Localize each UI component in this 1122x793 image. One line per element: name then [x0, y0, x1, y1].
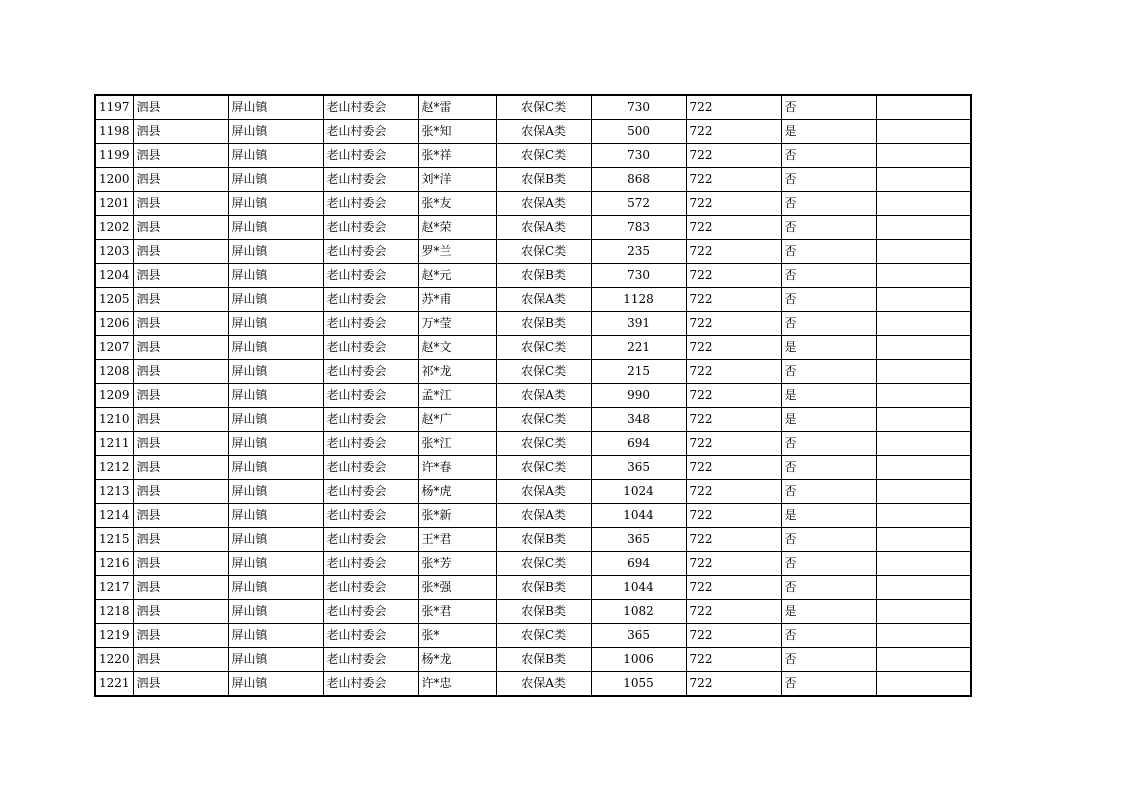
- cell-flag: 否: [781, 528, 876, 552]
- cell-name: 张*君: [418, 600, 496, 624]
- cell-standard: 722: [686, 192, 781, 216]
- cell-insurance-type: 农保C类: [496, 336, 591, 360]
- cell-row-number: 1201: [95, 192, 133, 216]
- cell-village-committee: 老山村委会: [323, 384, 418, 408]
- cell-standard: 722: [686, 288, 781, 312]
- cell-standard: 722: [686, 528, 781, 552]
- cell-standard: 722: [686, 168, 781, 192]
- cell-amount: 1055: [591, 672, 686, 697]
- cell-village-committee: 老山村委会: [323, 168, 418, 192]
- cell-town: 屏山镇: [228, 192, 323, 216]
- cell-row-number: 1215: [95, 528, 133, 552]
- cell-amount: 365: [591, 624, 686, 648]
- cell-remark: [876, 288, 971, 312]
- cell-remark: [876, 408, 971, 432]
- cell-village-committee: 老山村委会: [323, 576, 418, 600]
- cell-insurance-type: 农保C类: [496, 240, 591, 264]
- table-row: [95, 144, 971, 168]
- cell-county: 泗县: [133, 168, 228, 192]
- table-row: [95, 528, 971, 552]
- cell-insurance-type: 农保B类: [496, 648, 591, 672]
- cell-flag: 否: [781, 288, 876, 312]
- cell-remark: [876, 95, 971, 120]
- cell-village-committee: 老山村委会: [323, 336, 418, 360]
- cell-village-committee: 老山村委会: [323, 120, 418, 144]
- cell-name: 刘*洋: [418, 168, 496, 192]
- cell-remark: [876, 456, 971, 480]
- cell-standard: 722: [686, 384, 781, 408]
- cell-name: 张*友: [418, 192, 496, 216]
- cell-town: 屏山镇: [228, 504, 323, 528]
- cell-town: 屏山镇: [228, 648, 323, 672]
- cell-flag: 否: [781, 144, 876, 168]
- cell-amount: 215: [591, 360, 686, 384]
- cell-town: 屏山镇: [228, 360, 323, 384]
- cell-row-number: 1208: [95, 360, 133, 384]
- cell-insurance-type: 农保A类: [496, 120, 591, 144]
- cell-town: 屏山镇: [228, 144, 323, 168]
- cell-county: 泗县: [133, 216, 228, 240]
- cell-county: 泗县: [133, 600, 228, 624]
- cell-flag: 是: [781, 336, 876, 360]
- cell-standard: 722: [686, 240, 781, 264]
- cell-name: 赵*荣: [418, 216, 496, 240]
- cell-remark: [876, 672, 971, 697]
- cell-amount: 235: [591, 240, 686, 264]
- table-row: [95, 672, 971, 697]
- cell-town: 屏山镇: [228, 432, 323, 456]
- cell-village-committee: 老山村委会: [323, 240, 418, 264]
- cell-county: 泗县: [133, 192, 228, 216]
- cell-insurance-type: 农保A类: [496, 480, 591, 504]
- cell-flag: 否: [781, 672, 876, 697]
- cell-flag: 否: [781, 95, 876, 120]
- table-row: [95, 216, 971, 240]
- cell-county: 泗县: [133, 120, 228, 144]
- cell-flag: 是: [781, 600, 876, 624]
- cell-town: 屏山镇: [228, 168, 323, 192]
- cell-standard: 722: [686, 120, 781, 144]
- cell-town: 屏山镇: [228, 624, 323, 648]
- cell-amount: 868: [591, 168, 686, 192]
- cell-remark: [876, 528, 971, 552]
- cell-village-committee: 老山村委会: [323, 456, 418, 480]
- cell-name: 许*春: [418, 456, 496, 480]
- cell-village-committee: 老山村委会: [323, 624, 418, 648]
- cell-name: 万*莹: [418, 312, 496, 336]
- cell-standard: 722: [686, 216, 781, 240]
- table-row: [95, 264, 971, 288]
- table-row: [95, 384, 971, 408]
- cell-standard: 722: [686, 576, 781, 600]
- cell-remark: [876, 240, 971, 264]
- cell-town: 屏山镇: [228, 528, 323, 552]
- cell-insurance-type: 农保C类: [496, 456, 591, 480]
- cell-name: 张*芳: [418, 552, 496, 576]
- cell-remark: [876, 504, 971, 528]
- cell-town: 屏山镇: [228, 288, 323, 312]
- cell-insurance-type: 农保A类: [496, 384, 591, 408]
- cell-remark: [876, 360, 971, 384]
- cell-standard: 722: [686, 144, 781, 168]
- cell-town: 屏山镇: [228, 672, 323, 697]
- cell-amount: 730: [591, 264, 686, 288]
- cell-name: 赵*文: [418, 336, 496, 360]
- cell-insurance-type: 农保B类: [496, 528, 591, 552]
- cell-county: 泗县: [133, 408, 228, 432]
- cell-name: 张*: [418, 624, 496, 648]
- table-row: [95, 624, 971, 648]
- cell-amount: 391: [591, 312, 686, 336]
- cell-county: 泗县: [133, 480, 228, 504]
- cell-county: 泗县: [133, 624, 228, 648]
- table-row: [95, 312, 971, 336]
- cell-amount: 694: [591, 432, 686, 456]
- cell-amount: 694: [591, 552, 686, 576]
- table-row: [95, 192, 971, 216]
- cell-insurance-type: 农保C类: [496, 95, 591, 120]
- cell-remark: [876, 336, 971, 360]
- table-row: [95, 480, 971, 504]
- table-row: [95, 408, 971, 432]
- cell-flag: 否: [781, 624, 876, 648]
- cell-county: 泗县: [133, 264, 228, 288]
- cell-flag: 否: [781, 240, 876, 264]
- cell-remark: [876, 120, 971, 144]
- cell-village-committee: 老山村委会: [323, 360, 418, 384]
- cell-remark: [876, 192, 971, 216]
- cell-village-committee: 老山村委会: [323, 648, 418, 672]
- cell-town: 屏山镇: [228, 240, 323, 264]
- cell-remark: [876, 480, 971, 504]
- cell-county: 泗县: [133, 144, 228, 168]
- cell-amount: 365: [591, 528, 686, 552]
- cell-row-number: 1213: [95, 480, 133, 504]
- cell-row-number: 1204: [95, 264, 133, 288]
- cell-flag: 否: [781, 264, 876, 288]
- table-row: [95, 95, 971, 120]
- cell-insurance-type: 农保B类: [496, 600, 591, 624]
- cell-village-committee: 老山村委会: [323, 552, 418, 576]
- cell-row-number: 1209: [95, 384, 133, 408]
- table-row: [95, 600, 971, 624]
- cell-standard: 722: [686, 600, 781, 624]
- cell-name: 张*新: [418, 504, 496, 528]
- cell-insurance-type: 农保C类: [496, 144, 591, 168]
- cell-row-number: 1217: [95, 576, 133, 600]
- cell-village-committee: 老山村委会: [323, 312, 418, 336]
- cell-row-number: 1199: [95, 144, 133, 168]
- cell-village-committee: 老山村委会: [323, 672, 418, 697]
- cell-amount: 1044: [591, 504, 686, 528]
- table-row: [95, 240, 971, 264]
- cell-town: 屏山镇: [228, 95, 323, 120]
- cell-remark: [876, 552, 971, 576]
- cell-row-number: 1221: [95, 672, 133, 697]
- cell-amount: 1006: [591, 648, 686, 672]
- cell-town: 屏山镇: [228, 336, 323, 360]
- cell-amount: 990: [591, 384, 686, 408]
- cell-standard: 722: [686, 264, 781, 288]
- cell-town: 屏山镇: [228, 408, 323, 432]
- cell-village-committee: 老山村委会: [323, 432, 418, 456]
- cell-amount: 1082: [591, 600, 686, 624]
- cell-town: 屏山镇: [228, 552, 323, 576]
- cell-amount: 730: [591, 144, 686, 168]
- cell-insurance-type: 农保B类: [496, 168, 591, 192]
- cell-town: 屏山镇: [228, 312, 323, 336]
- cell-insurance-type: 农保A类: [496, 192, 591, 216]
- cell-row-number: 1198: [95, 120, 133, 144]
- cell-standard: 722: [686, 648, 781, 672]
- cell-remark: [876, 216, 971, 240]
- cell-insurance-type: 农保C类: [496, 408, 591, 432]
- cell-flag: 否: [781, 480, 876, 504]
- cell-name: 罗*兰: [418, 240, 496, 264]
- cell-name: 张*知: [418, 120, 496, 144]
- cell-standard: 722: [686, 312, 781, 336]
- cell-flag: 是: [781, 408, 876, 432]
- cell-county: 泗县: [133, 456, 228, 480]
- cell-remark: [876, 624, 971, 648]
- cell-county: 泗县: [133, 288, 228, 312]
- cell-name: 苏*甫: [418, 288, 496, 312]
- cell-village-committee: 老山村委会: [323, 144, 418, 168]
- cell-village-committee: 老山村委会: [323, 408, 418, 432]
- cell-amount: 500: [591, 120, 686, 144]
- cell-remark: [876, 312, 971, 336]
- cell-name: 张*江: [418, 432, 496, 456]
- cell-village-committee: 老山村委会: [323, 600, 418, 624]
- cell-remark: [876, 144, 971, 168]
- data-table: [94, 94, 972, 697]
- cell-row-number: 1216: [95, 552, 133, 576]
- cell-row-number: 1202: [95, 216, 133, 240]
- cell-row-number: 1212: [95, 456, 133, 480]
- cell-flag: 否: [781, 648, 876, 672]
- cell-village-committee: 老山村委会: [323, 192, 418, 216]
- cell-village-committee: 老山村委会: [323, 528, 418, 552]
- cell-flag: 是: [781, 504, 876, 528]
- table-row: [95, 504, 971, 528]
- cell-insurance-type: 农保C类: [496, 432, 591, 456]
- cell-amount: 348: [591, 408, 686, 432]
- cell-remark: [876, 600, 971, 624]
- cell-name: 许*忠: [418, 672, 496, 697]
- cell-county: 泗县: [133, 95, 228, 120]
- cell-name: 杨*虎: [418, 480, 496, 504]
- cell-amount: 365: [591, 456, 686, 480]
- cell-insurance-type: 农保A类: [496, 216, 591, 240]
- cell-county: 泗县: [133, 576, 228, 600]
- cell-amount: 1024: [591, 480, 686, 504]
- cell-village-committee: 老山村委会: [323, 264, 418, 288]
- cell-amount: 221: [591, 336, 686, 360]
- cell-village-committee: 老山村委会: [323, 504, 418, 528]
- cell-remark: [876, 432, 971, 456]
- cell-name: 赵*广: [418, 408, 496, 432]
- table-row: [95, 552, 971, 576]
- table-row: [95, 360, 971, 384]
- cell-town: 屏山镇: [228, 456, 323, 480]
- cell-county: 泗县: [133, 240, 228, 264]
- cell-village-committee: 老山村委会: [323, 480, 418, 504]
- cell-name: 张*祥: [418, 144, 496, 168]
- cell-standard: 722: [686, 408, 781, 432]
- cell-flag: 是: [781, 384, 876, 408]
- cell-insurance-type: 农保B类: [496, 312, 591, 336]
- cell-town: 屏山镇: [228, 576, 323, 600]
- cell-insurance-type: 农保C类: [496, 360, 591, 384]
- cell-amount: 730: [591, 95, 686, 120]
- cell-insurance-type: 农保A类: [496, 672, 591, 697]
- cell-town: 屏山镇: [228, 264, 323, 288]
- cell-remark: [876, 384, 971, 408]
- cell-flag: 否: [781, 168, 876, 192]
- cell-county: 泗县: [133, 672, 228, 697]
- cell-county: 泗县: [133, 528, 228, 552]
- cell-village-committee: 老山村委会: [323, 95, 418, 120]
- cell-county: 泗县: [133, 432, 228, 456]
- cell-county: 泗县: [133, 648, 228, 672]
- cell-name: 祁*龙: [418, 360, 496, 384]
- cell-name: 杨*龙: [418, 648, 496, 672]
- cell-row-number: 1210: [95, 408, 133, 432]
- cell-row-number: 1197: [95, 95, 133, 120]
- cell-flag: 否: [781, 216, 876, 240]
- cell-standard: 722: [686, 336, 781, 360]
- cell-standard: 722: [686, 360, 781, 384]
- cell-row-number: 1203: [95, 240, 133, 264]
- cell-county: 泗县: [133, 552, 228, 576]
- cell-row-number: 1200: [95, 168, 133, 192]
- cell-name: 张*强: [418, 576, 496, 600]
- cell-town: 屏山镇: [228, 480, 323, 504]
- cell-name: 王*君: [418, 528, 496, 552]
- cell-county: 泗县: [133, 384, 228, 408]
- cell-row-number: 1207: [95, 336, 133, 360]
- cell-standard: 722: [686, 672, 781, 697]
- cell-standard: 722: [686, 456, 781, 480]
- cell-flag: 否: [781, 312, 876, 336]
- cell-row-number: 1205: [95, 288, 133, 312]
- table-row: [95, 120, 971, 144]
- table-row: [95, 648, 971, 672]
- cell-insurance-type: 农保A类: [496, 504, 591, 528]
- table-row: [95, 288, 971, 312]
- cell-row-number: 1220: [95, 648, 133, 672]
- cell-amount: 1044: [591, 576, 686, 600]
- table-row: [95, 456, 971, 480]
- cell-remark: [876, 264, 971, 288]
- cell-standard: 722: [686, 504, 781, 528]
- table-row: [95, 168, 971, 192]
- cell-town: 屏山镇: [228, 120, 323, 144]
- cell-flag: 否: [781, 360, 876, 384]
- cell-flag: 否: [781, 456, 876, 480]
- cell-standard: 722: [686, 552, 781, 576]
- cell-row-number: 1211: [95, 432, 133, 456]
- table-row: [95, 432, 971, 456]
- cell-insurance-type: 农保C类: [496, 624, 591, 648]
- cell-county: 泗县: [133, 360, 228, 384]
- cell-name: 赵*元: [418, 264, 496, 288]
- cell-standard: 722: [686, 432, 781, 456]
- cell-name: 孟*江: [418, 384, 496, 408]
- cell-village-committee: 老山村委会: [323, 216, 418, 240]
- cell-flag: 是: [781, 120, 876, 144]
- cell-town: 屏山镇: [228, 216, 323, 240]
- table-row: [95, 576, 971, 600]
- cell-flag: 否: [781, 552, 876, 576]
- cell-town: 屏山镇: [228, 600, 323, 624]
- cell-remark: [876, 168, 971, 192]
- cell-flag: 否: [781, 576, 876, 600]
- cell-flag: 否: [781, 432, 876, 456]
- cell-insurance-type: 农保B类: [496, 576, 591, 600]
- cell-row-number: 1219: [95, 624, 133, 648]
- cell-standard: 722: [686, 624, 781, 648]
- cell-flag: 否: [781, 192, 876, 216]
- cell-name: 赵*雷: [418, 95, 496, 120]
- cell-insurance-type: 农保C类: [496, 552, 591, 576]
- cell-amount: 572: [591, 192, 686, 216]
- cell-row-number: 1218: [95, 600, 133, 624]
- cell-standard: 722: [686, 480, 781, 504]
- cell-insurance-type: 农保B类: [496, 264, 591, 288]
- cell-town: 屏山镇: [228, 384, 323, 408]
- cell-insurance-type: 农保A类: [496, 288, 591, 312]
- cell-row-number: 1214: [95, 504, 133, 528]
- cell-village-committee: 老山村委会: [323, 288, 418, 312]
- table-row: [95, 336, 971, 360]
- cell-county: 泗县: [133, 336, 228, 360]
- cell-standard: 722: [686, 95, 781, 120]
- cell-remark: [876, 576, 971, 600]
- cell-row-number: 1206: [95, 312, 133, 336]
- cell-county: 泗县: [133, 312, 228, 336]
- cell-amount: 1128: [591, 288, 686, 312]
- cell-remark: [876, 648, 971, 672]
- cell-amount: 783: [591, 216, 686, 240]
- cell-county: 泗县: [133, 504, 228, 528]
